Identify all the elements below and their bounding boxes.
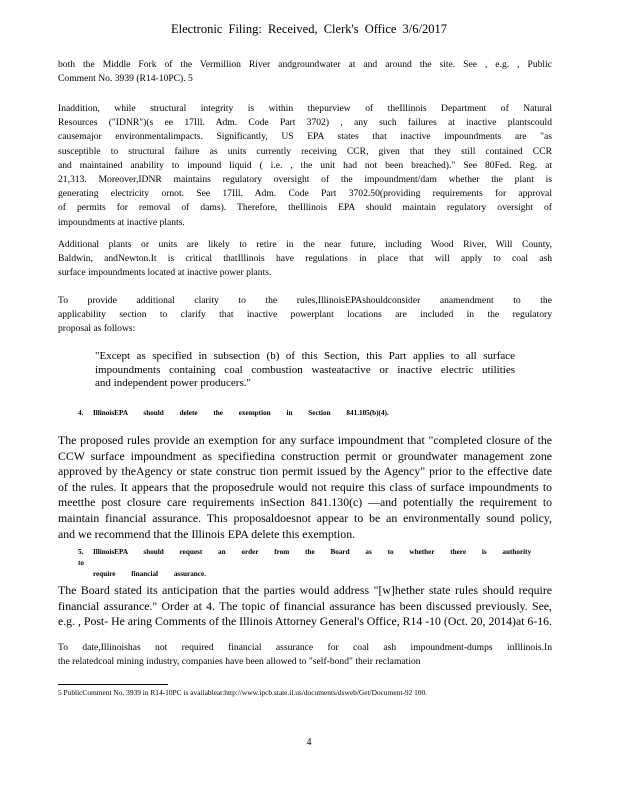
text-line: proposal as follows: bbox=[58, 323, 136, 335]
paragraph-3 bbox=[58, 238, 552, 281]
section-heading-5 bbox=[78, 547, 538, 580]
text-line: and we recommend that the Illinois EPA delete this exemption. bbox=[58, 526, 356, 541]
text-line: Additional plants or units are likely to retire in the near future, including Wood River, Will County, bbox=[58, 239, 552, 250]
paragraph-2 bbox=[58, 102, 552, 230]
text-line: Inaddition, while structural integrity is within thepurview of theIllinois Department of Natural bbox=[58, 103, 552, 114]
text-line: The Board stated its anticipation that the parties would address "[w]hether state rules should require bbox=[58, 583, 552, 597]
text-line: of the rules. It appears that the proposedrule would not require this class of surface impoundments to bbox=[58, 479, 552, 494]
text-line: both the Middle Fork of the Vermillion River andgroundwater at and around the site. See , e.g. , Public bbox=[58, 59, 552, 70]
paragraph-1 bbox=[58, 58, 552, 86]
paragraph-4 bbox=[58, 294, 552, 337]
text-line: 21,313. Moreover,IDNR maintains regulatory oversight of the impoundment/dam whether the plant is bbox=[58, 174, 552, 186]
text-line: Comment No. 3939 (R14-10PC). 5 bbox=[58, 73, 193, 85]
heading-5-line-2: require financial assurance. bbox=[93, 570, 206, 578]
heading-4-text: IllinoisEPA should delete the exemption in Section 841.105(b)(4). bbox=[93, 409, 389, 417]
text-line: generating electricity ornot. See 17Ill. Adm. Code Part 3702.50(providing requirements for approval bbox=[58, 188, 552, 200]
text-line: the relatedcoal mining industry, companies have been allowed to "self-bond" their reclamation bbox=[58, 656, 421, 668]
text-line: 5 PublicComment No. 3939 in R14-10PC is availableat:http://www.ipcb.state.il.us/documents/dsweb/Get/Document- bbox=[58, 688, 405, 697]
page-number: 4 bbox=[306, 737, 312, 748]
text-line: To provide additional clarity to the rules,IllinoisEPAshouldconsider anamendment to the bbox=[58, 295, 552, 306]
filing-header: Electronic Filing: Received, Clerk's Office 3/6/2017 bbox=[171, 22, 447, 36]
text-line: approved by theAgency or state construc tion permit issued by the Agency" prior to the effective date bbox=[58, 464, 552, 479]
text-line: and independent power producers." bbox=[95, 377, 251, 390]
text-line: applicability section to clarify that inactive powerplant locations are included in the regulatory bbox=[58, 309, 552, 321]
text-line: maintain financial assurance. This proposaldoesnot appear to be an environmentally sound policy, bbox=[58, 510, 552, 525]
text-line: and maintained anability to impound liquid ( i.e. , the unit had not been breached)." See 80Fed. Reg. at bbox=[58, 159, 552, 171]
text-line: CCW surface impoundment as specifiedina construction permit or groundwater management zone bbox=[58, 448, 552, 463]
text-line: causemajor environmentalimpacts. Significantly, US EPA states that inactive impoundments are "as bbox=[58, 131, 552, 143]
text-line: impoundments at inactive plants. bbox=[58, 216, 185, 228]
heading-5-line-1: IllinoisEPA should request an order from the Board as to whether there is authority to bbox=[78, 548, 532, 567]
text-line: susceptible to structural failure as units currently receiving CCR, given that they still contained CCR bbox=[58, 145, 552, 157]
text-line: Resources ("IDNR")(s ee 17Ill. Adm. Code Part 3702) , any such failures at inactive plantscould bbox=[58, 117, 552, 129]
text-line: of permits for removal of dams). Therefore, theIllinois EPA should maintain regulatory oversight of bbox=[58, 202, 552, 214]
paragraph-5 bbox=[58, 433, 552, 542]
section-heading-4 bbox=[78, 408, 538, 419]
text-line: To date,Illinoishas not required financial assurance for coal ash impoundment-dumps inIllinois.In bbox=[58, 642, 552, 653]
text-line: surface impoundments located at inactive power plants. bbox=[58, 267, 272, 279]
block-quote bbox=[95, 350, 515, 391]
text-line: financial assurance." Order at 4. The topic of financial assurance has been discussed previously. See, bbox=[58, 598, 552, 613]
text-line: meetthe post closure care requirements inSection 841.130(c) —and potentially the requirement to bbox=[58, 495, 552, 510]
text-line: e.g. , Post- He aring Comments of the Illinois Attorney General's Office, R14 -10 (Oct. 20, 2014)at 6-16. bbox=[58, 614, 553, 629]
text-line: Baldwin, andNewton.It is critical thatIllinois have regulations in place that will apply to coal ash bbox=[58, 253, 552, 265]
text-line: "Except as specified in subsection (b) of this Section, this Part applies to all surface bbox=[95, 350, 515, 362]
paragraph-7 bbox=[58, 641, 552, 669]
paragraph-6 bbox=[58, 583, 552, 630]
heading-5-number: 5. bbox=[78, 548, 84, 556]
heading-4-number: 4. bbox=[78, 409, 84, 417]
text-line: 92 100. bbox=[404, 688, 428, 697]
text-line: impoundments containing coal combustion wasteatactive or inactive electric utilities bbox=[95, 363, 515, 376]
footnote bbox=[58, 688, 528, 698]
text-line: The proposed rules provide an exemption for any surface impoundment that "completed closure of the bbox=[58, 433, 552, 447]
footnote-divider bbox=[58, 684, 168, 685]
